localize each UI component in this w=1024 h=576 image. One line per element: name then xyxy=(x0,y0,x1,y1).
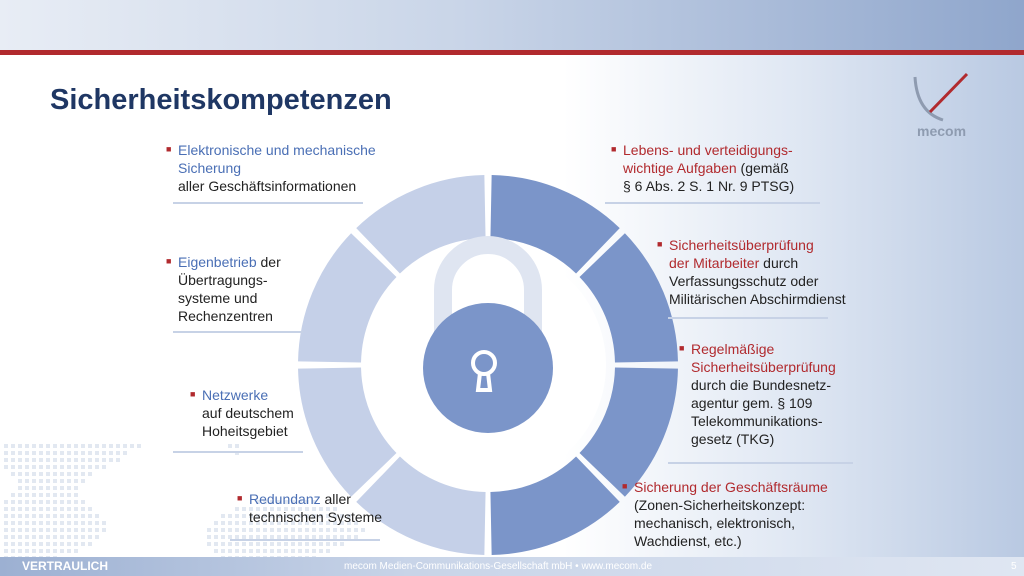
connector-line xyxy=(668,317,828,319)
connector-line xyxy=(173,451,303,453)
connector-line xyxy=(173,331,303,333)
item-rest: der xyxy=(256,254,281,270)
item-line: (Zonen-Sicherheitskonzept: xyxy=(634,497,806,513)
bullet-icon: ■ xyxy=(166,144,172,154)
page-title: Sicherheitskompetenzen xyxy=(50,84,392,116)
item-line: Übertragungs- xyxy=(178,272,268,288)
footer-company: mecom Medien-Communikations-Gesellschaft mbH • www.mecom.de xyxy=(344,561,653,572)
connector-line xyxy=(605,202,820,204)
item-line: § 6 Abs. 2 S. 1 Nr. 9 PTSG) xyxy=(623,178,795,194)
lock-body xyxy=(423,303,553,433)
item-tail: (gemäß xyxy=(736,160,789,176)
item-rest: aller xyxy=(320,491,351,507)
item-line: Elektronische und mechanische xyxy=(178,142,376,158)
item-line: der Mitarbeiter xyxy=(669,255,760,271)
item-line: Lebens- und verteidigungs- xyxy=(623,142,793,158)
item-line: mechanisch, elektronisch, xyxy=(634,515,796,531)
left-item-4 xyxy=(237,490,419,526)
item-line: Telekommunikations- xyxy=(691,413,823,429)
item-line: Militärischen Abschirmdienst xyxy=(669,291,846,307)
bullet-icon: ■ xyxy=(622,481,628,491)
item-tail: durch xyxy=(759,255,799,271)
left-item-1 xyxy=(166,141,408,195)
item-accent: Netzwerke xyxy=(202,387,269,403)
bullet-icon: ■ xyxy=(237,493,243,503)
confidential-label: VERTRAULICH xyxy=(22,559,108,573)
item-line: Sicherheitsüberprüfung xyxy=(669,237,814,253)
bullet-icon: ■ xyxy=(190,389,196,399)
item-line: wichtige Aufgaben xyxy=(623,160,737,176)
item-line: aller Geschäftsinformationen xyxy=(178,178,357,194)
item-line: Verfassungsschutz oder xyxy=(669,273,819,289)
page-number: 5 xyxy=(1011,561,1017,572)
connector-line xyxy=(173,202,363,204)
item-accent: Redundanz xyxy=(249,491,321,507)
bullet-icon: ■ xyxy=(611,144,617,154)
item-line: Wachdienst, etc.) xyxy=(634,533,742,549)
left-item-2 xyxy=(166,253,358,325)
item-accent: Eigenbetrieb xyxy=(178,254,257,270)
right-item-4 xyxy=(622,478,864,550)
item-line: systeme und xyxy=(178,290,258,306)
bullet-icon: ■ xyxy=(657,239,663,249)
item-line: Rechenzentren xyxy=(178,308,273,324)
item-line: technischen Systeme xyxy=(249,509,383,525)
connector-line xyxy=(230,539,380,541)
item-line: Regelmäßige xyxy=(691,341,775,357)
item-line: durch die Bundesnetz- xyxy=(691,377,832,393)
left-item-3 xyxy=(190,386,362,440)
right-item-3 xyxy=(679,340,861,448)
item-line: auf deutschem xyxy=(202,405,294,421)
bullet-icon: ■ xyxy=(166,256,172,266)
item-line: agentur gem. § 109 xyxy=(691,395,813,411)
item-line: gesetz (TKG) xyxy=(691,431,775,447)
right-item-2 xyxy=(657,236,879,308)
item-line: Hoheitsgebiet xyxy=(202,423,288,439)
connector-line xyxy=(668,462,853,464)
item-line: Sicherheitsüberprüfung xyxy=(691,359,836,375)
item-line: Sicherung der Geschäftsräume xyxy=(634,479,828,495)
bullet-icon: ■ xyxy=(679,343,685,353)
item-line: Sicherung xyxy=(178,160,242,176)
right-item-1 xyxy=(611,141,843,195)
logo-text: mecom xyxy=(917,123,967,139)
